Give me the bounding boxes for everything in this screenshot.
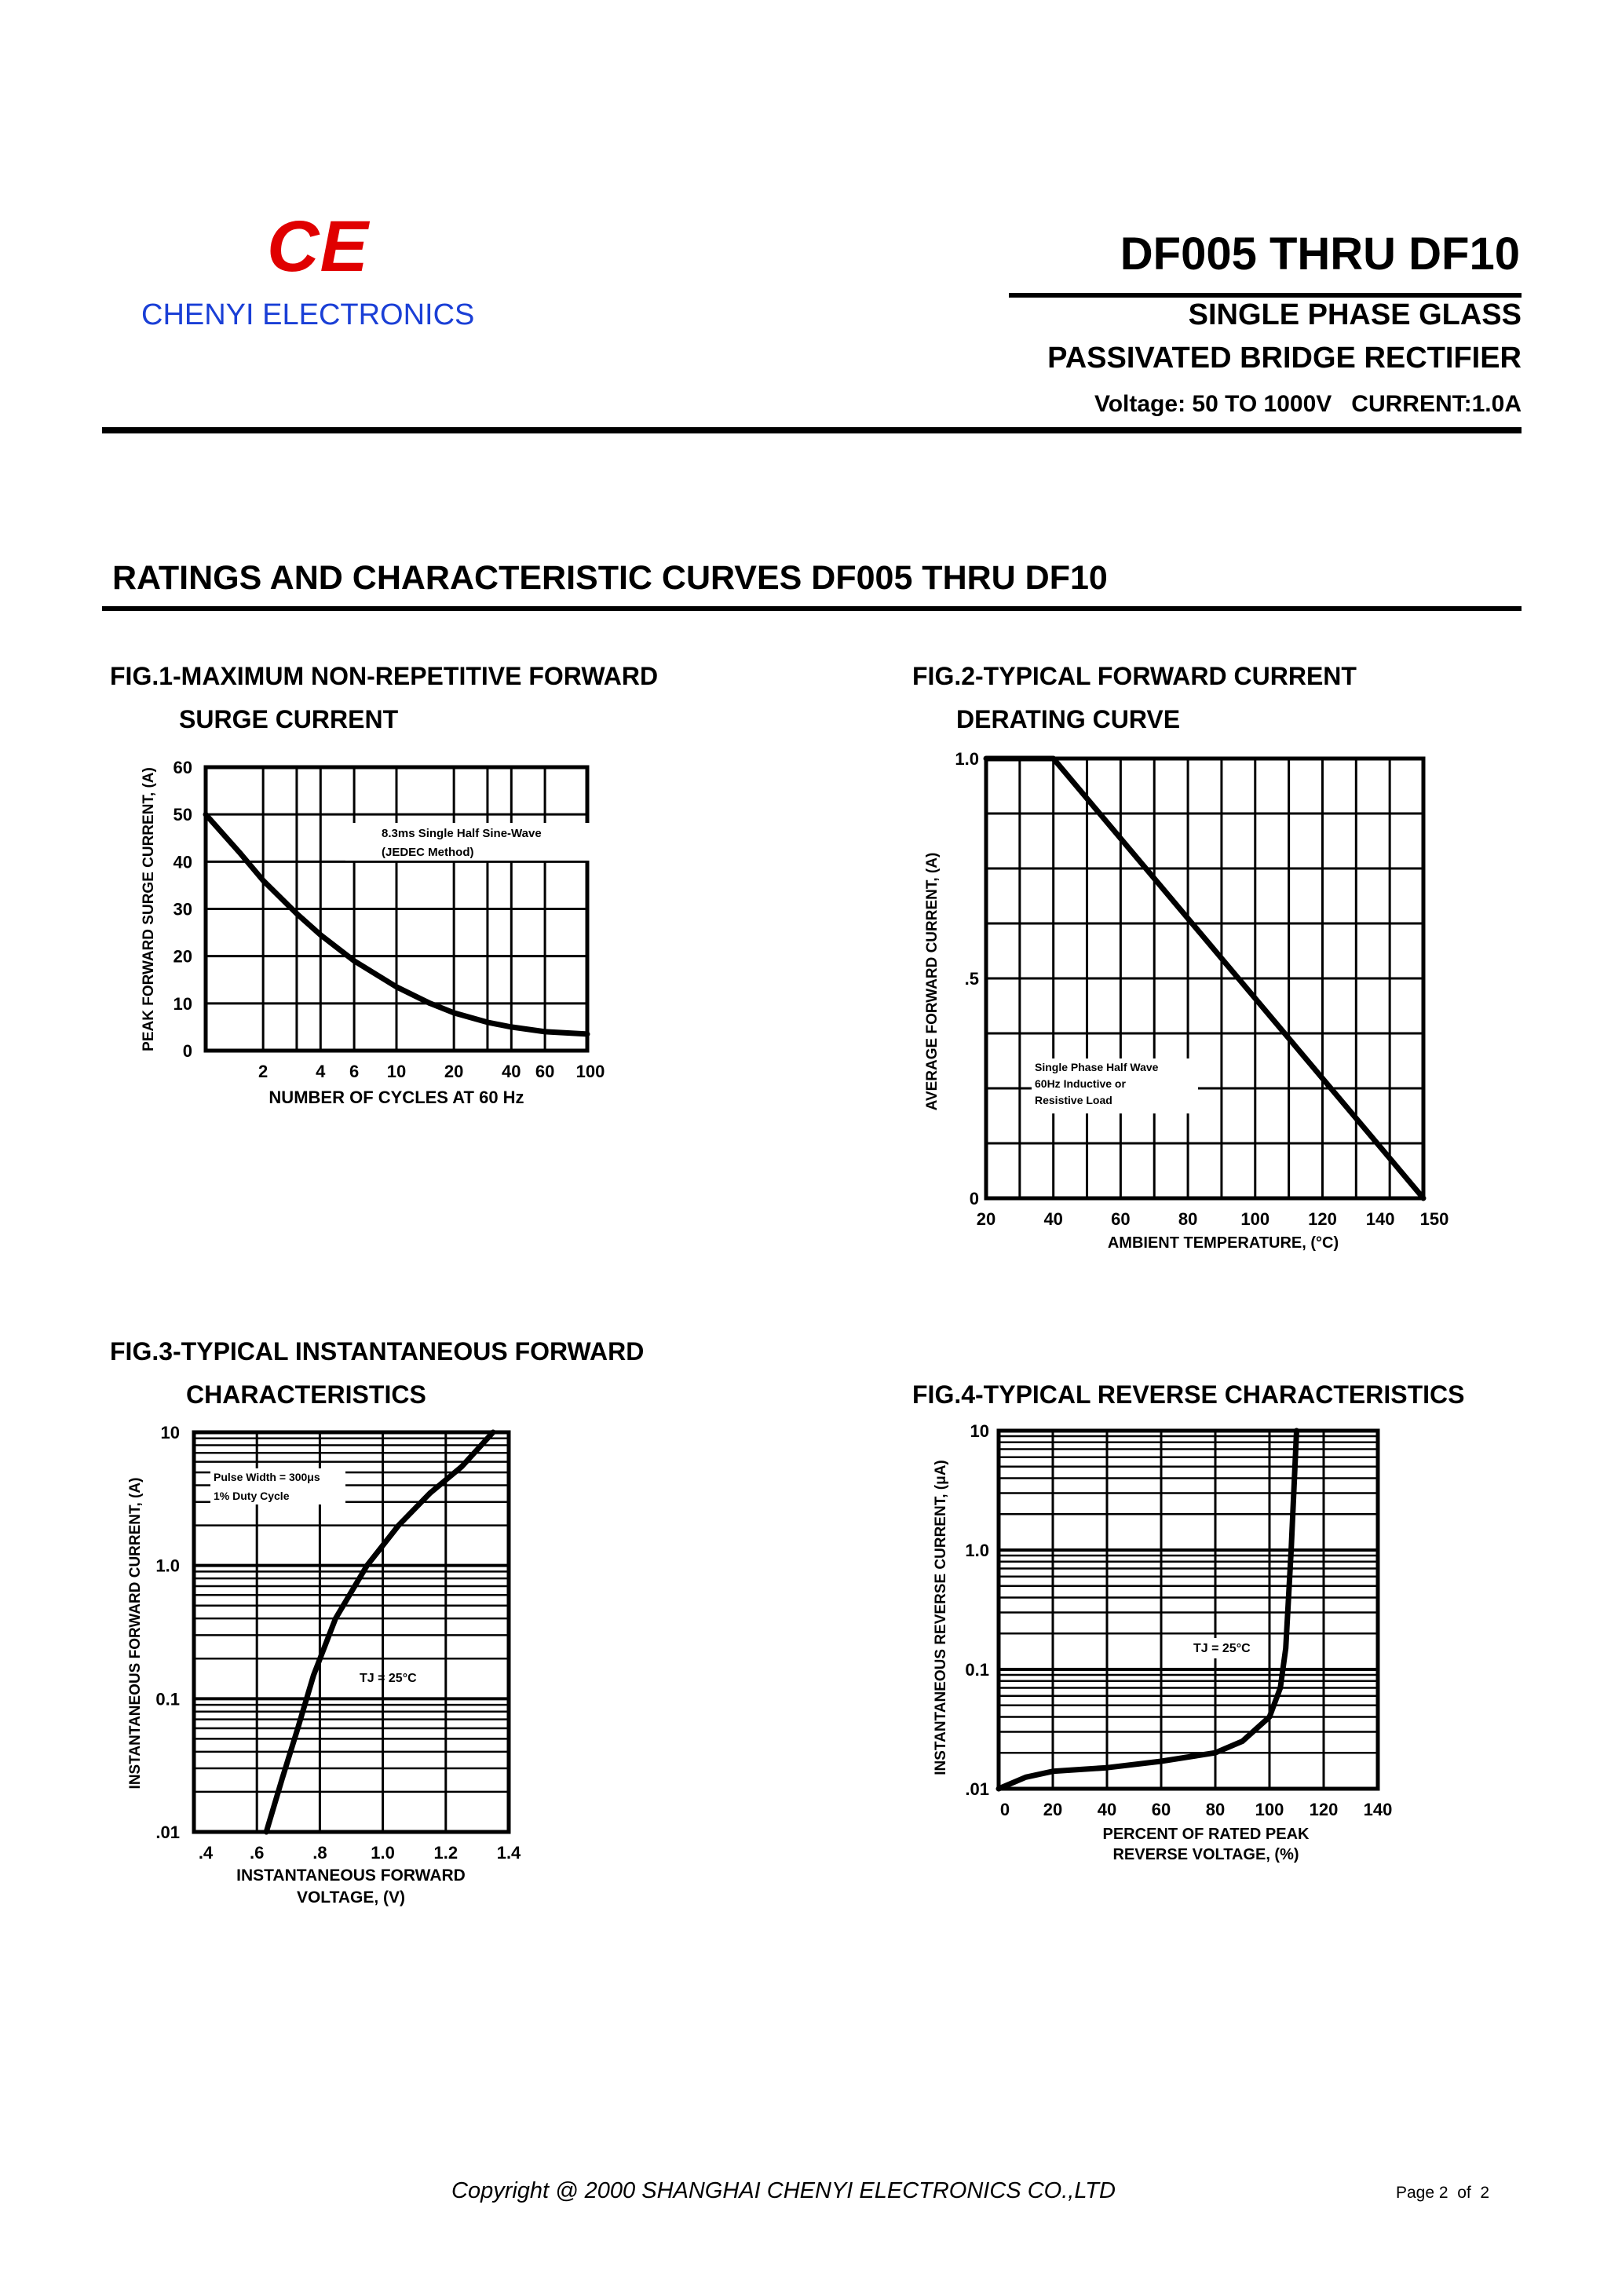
x-axis-label: INSTANTANEOUS FORWARD (236, 1866, 466, 1885)
y-tick-label: 1.0 (965, 1541, 989, 1560)
x-tick-label: 0 (999, 1800, 1010, 1819)
x-axis-label: AMBIENT TEMPERATURE, (°C) (1107, 1234, 1339, 1252)
y-tick-label: .01 (965, 1779, 989, 1799)
y-tick-label: 40 (173, 852, 192, 872)
annotation-text: Pulse Width = 300μs (214, 1471, 320, 1483)
y-tick-label: .5 (964, 969, 979, 989)
x-axis-label: PERCENT OF RATED PEAK (1102, 1826, 1310, 1843)
y-tick-label: 0.1 (155, 1689, 180, 1709)
y-axis-label: INSTANTANEOUS FORWARD CURRENT, (A) (127, 1477, 144, 1790)
x-tick-label: 20 (976, 1209, 996, 1229)
y-tick-label: 10 (160, 1423, 180, 1442)
annotation-text: 60Hz Inductive or (1035, 1077, 1126, 1090)
x-tick-label: 80 (1178, 1209, 1198, 1229)
x-tick-label: 100 (575, 1062, 605, 1081)
fig2-caption-line2: DERATING CURVE (956, 705, 1181, 733)
reverse-current-curve (999, 1431, 1297, 1789)
x-tick-label: 60 (1151, 1800, 1171, 1819)
annotation-text: Single Phase Half Wave (1035, 1061, 1159, 1073)
x-tick-label: 10 (386, 1062, 407, 1081)
fig1-caption-line2: SURGE CURRENT (179, 705, 399, 733)
annotation-text: (JEDEC Method) (382, 846, 474, 859)
x-tick-label: 80 (1205, 1800, 1226, 1819)
x-tick-label: 6 (349, 1062, 360, 1081)
company-name: CHENYI ELECTRONICS (141, 298, 475, 331)
company-logo: CE (267, 207, 369, 287)
y-tick-label: 30 (173, 899, 192, 919)
ratings-line: Voltage: 50 TO 1000V CURRENT:1.0A (1094, 391, 1522, 417)
x-tick-label: 60 (535, 1062, 555, 1081)
fig1-caption-line1: FIG.1-MAXIMUM NON-REPETITIVE FORWARD (110, 662, 659, 690)
y-tick-label: 1.0 (955, 749, 979, 769)
product-subtitle-1: SINGLE PHASE GLASS (1188, 298, 1522, 331)
y-axis-label: INSTANTANEOUS REVERSE CURRENT, (μA) (933, 1460, 949, 1775)
x-tick-label: 100 (1240, 1209, 1270, 1229)
y-axis-label: AVERAGE FORWARD CURRENT, (A) (924, 852, 941, 1111)
y-tick-label: 1.0 (155, 1556, 180, 1576)
fig3-caption-line1: FIG.3-TYPICAL INSTANTANEOUS FORWARD (110, 1337, 645, 1366)
x-axis-label: REVERSE VOLTAGE, (%) (1112, 1846, 1299, 1863)
part-number-title: DF005 THRU DF10 (1120, 229, 1520, 280)
x-axis-label: NUMBER OF CYCLES AT 60 Hz (269, 1088, 524, 1107)
x-tick-label: 140 (1365, 1209, 1395, 1229)
y-tick-label: 10 (173, 993, 192, 1014)
x-tick-label: 40 (1097, 1800, 1117, 1819)
x-tick-label: 20 (1043, 1800, 1063, 1819)
plot-frame (999, 1431, 1378, 1789)
x-axis-label: VOLTAGE, (V) (296, 1888, 406, 1907)
x-tick-label: 20 (444, 1062, 464, 1081)
x-tick-label: 2 (258, 1062, 269, 1081)
x-tick-label: 40 (502, 1062, 521, 1081)
x-tick-label: 1.2 (433, 1843, 458, 1863)
x-tick-label: 140 (1363, 1800, 1393, 1819)
y-axis-label: PEAK FORWARD SURGE CURRENT, (A) (141, 767, 157, 1051)
annotation-text: 8.3ms Single Half Sine-Wave (382, 827, 542, 840)
fig2-caption-line1: FIG.2-TYPICAL FORWARD CURRENT (912, 662, 1357, 690)
x-tick-label: 4 (316, 1062, 326, 1081)
x-tick-label: .8 (312, 1843, 327, 1863)
y-tick-label: .01 (155, 1823, 180, 1842)
x-tick-label: .4 (198, 1843, 214, 1863)
y-tick-label: 10 (970, 1421, 989, 1441)
page-number: Page 2 of 2 (1396, 2184, 1490, 2202)
annotation-text: TJ = 25°C (360, 1672, 417, 1685)
fig4-caption: FIG.4-TYPICAL REVERSE CHARACTERISTICS (912, 1380, 1465, 1409)
y-tick-label: 50 (173, 805, 192, 825)
x-tick-label: 1.4 (496, 1843, 521, 1863)
annotation-text: 1% Duty Cycle (214, 1490, 290, 1502)
x-tick-label: 1.0 (371, 1843, 395, 1863)
x-tick-label: .6 (250, 1843, 265, 1863)
x-tick-label: 100 (1255, 1800, 1284, 1819)
section-title: RATINGS AND CHARACTERISTIC CURVES DF005 THRU DF10 (112, 559, 1108, 597)
product-subtitle-2: PASSIVATED BRIDGE RECTIFIER (1047, 342, 1522, 375)
x-tick-label: 120 (1308, 1209, 1337, 1229)
x-tick-label: 40 (1043, 1209, 1063, 1229)
y-tick-label: 0.1 (965, 1660, 989, 1680)
x-tick-label: 120 (1309, 1800, 1339, 1819)
annotation-text: TJ = 25°C (1193, 1642, 1251, 1655)
fig3-caption-line2: CHARACTERISTICS (186, 1380, 426, 1409)
copyright-footer: Copyright @ 2000 SHANGHAI CHENYI ELECTRONICS CO.,LTD (451, 2178, 1116, 2203)
y-tick-label: 0 (182, 1041, 192, 1061)
y-tick-label: 20 (173, 946, 192, 967)
annotation-text: Resistive Load (1035, 1094, 1112, 1106)
x-tick-label: 60 (1111, 1209, 1131, 1229)
y-tick-label: 0 (969, 1189, 979, 1208)
y-tick-label: 60 (173, 758, 192, 777)
x-tick-label: 150 (1419, 1209, 1449, 1229)
